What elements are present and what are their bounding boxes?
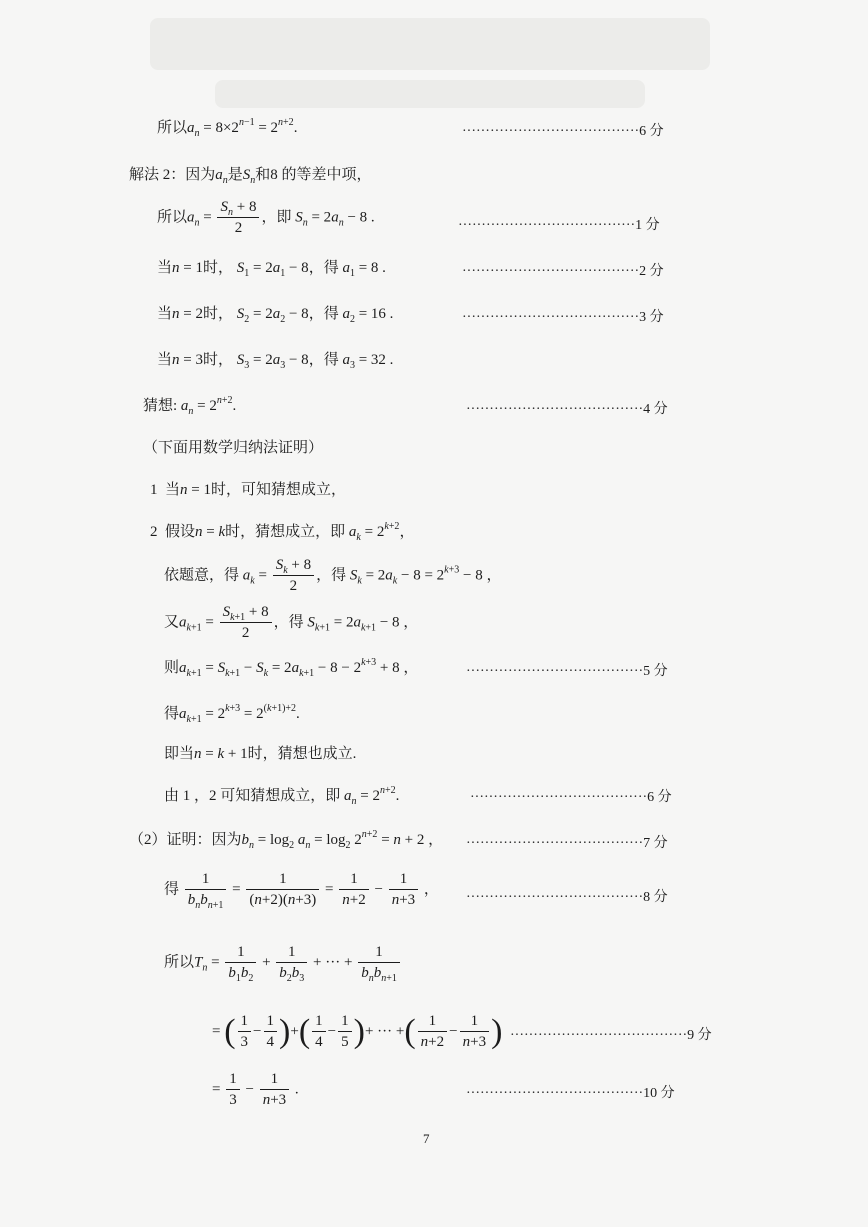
formula-line: 由 1 ，2 可知猜想成立，即 $a_n = 2^{n+2}$. [164,785,400,807]
score-mark: ······································3 分 [462,310,664,325]
fraction: $\frac{1}{3}$ [226,1072,240,1108]
formula-line: 所以$T_n$ = $\frac{1}{b_1b_2}$ + $\frac{1}{b_2b_3}$ + ··· + $\frac{1}{b_nb_{n+1}}$ [164,945,402,981]
formula-line: 则$a_{k+1} = S_{k+1} - S_k = 2a_{k+1} - 8 - 2^{k+3} + 8$ ， [164,657,419,679]
score-mark: ······································7 分 [466,836,668,851]
score-mark: ······································9 分 [510,1028,712,1043]
fraction: $\frac{1}{b_nb_{n+1}}$ [358,945,400,981]
fraction: $\frac{S_n + 8}{2}$ [217,200,259,236]
scan-artifact [215,80,645,108]
formula-line: 所以$a_n$ = $\frac{S_n + 8}{2}$ ，即 $S_n = 2a_n - 8$ . [157,199,375,236]
formula-line: （2）证明：因为$b_n = \log_2 a_n = \log_2 2^{n+2} = n + 2$ ， [129,829,444,851]
formula-line: 2 假设n = k时，猜想成立，即 $a_k = 2^{k+2}$， [150,521,415,543]
formula-line: 所以$a_n = 8\times 2^{n-1} = 2^{n+2}$. [157,117,298,139]
formula-line: 即当n = k + 1时，猜想也成立. [164,746,357,762]
score-mark: ······································8 分 [466,890,668,905]
formula-line: 当n = 1时， $S_1 = 2a_1 - 8$，得 $a_1 = 8$ . [157,260,386,279]
score-mark: ······································2 分 [462,264,664,279]
formula-line: 得 $\frac{1}{b_nb_{n+1}}$ = $\frac{1}{(n+2)(n+3)}$ = $\frac{1}{n+2}$ − $\frac{1}{n+3}$ ， [164,871,439,911]
formula-line: 当n = 2时， $S_2 = 2a_2 - 8$，得 $a_2 = 16$ . [157,306,394,325]
formula-line: 1 当n = 1时，可知猜想成立， [150,482,346,498]
fraction: $\frac{1}{b_nb_{n+1}}$ [185,872,227,908]
score-mark: ······································6 分 [462,124,664,139]
fraction: $\frac{1}{n+2}$ [339,872,368,908]
formula-line: 当n = 3时， $S_3 = 2a_3 - 8$，得 $a_3 = 32$ . [157,352,394,371]
score-mark: ······································6 分 [470,790,672,805]
fraction: $\frac{1}{n+3}$ [260,1072,289,1108]
score-mark: ······································5 分 [466,664,668,679]
score-mark: ······································10 分 [466,1086,675,1101]
fraction: $\frac{1}{b_1b_2}$ [225,945,256,981]
formula-line: 得$a_{k+1} = 2^{k+3} = 2^{(k+1)+2}$. [164,703,300,725]
page-number: 7 [423,1131,430,1146]
formula-line: 又$a_{k+1}$ = $\frac{S_{k+1} + 8}{2}$ ，得 $S_{k+1} = 2a_{k+1} - 8$ ， [164,604,419,641]
score-mark: ······································1 分 [458,218,660,233]
fraction: $\frac{1}{n+3}$ [389,872,418,908]
text-line: （下面用数学归纳法证明） [143,440,324,456]
formula-line: 依题意，得 $a_k$ = $\frac{S_k + 8}{2}$ ，得 $S_k = 2a_k - 8 = 2^{k+3} - 8$ ， [164,557,502,594]
fraction: $\frac{S_{k+1} + 8}{2}$ [220,605,272,641]
fraction: $\frac{1}{(n+2)(n+3)}$ [246,872,319,908]
text-line: 解法 2：因为$a_n$是$S_n$和8 的等差中项， [129,167,372,186]
fraction: $\frac{S_k + 8}{2}$ [273,558,314,594]
fraction: $\frac{1}{b_2b_3}$ [276,945,307,981]
formula-line: = $\frac{1}{3}$ − $\frac{1}{n+3}$ . [212,1071,299,1108]
formula-line: 猜想: $a_n = 2^{n+2}$. [143,395,237,417]
scan-artifact [150,18,710,70]
formula-line: = ( $\frac{1}{3}$ − $\frac{1}{4}$ )+( $\frac{1}{4}$ − $\frac{1}{5}$ )+ ··· +( $\frac{1}{n+2}$ − $\frac{1}{n+3}$ ) [212,1013,503,1050]
score-mark: ······································4 分 [466,402,668,417]
